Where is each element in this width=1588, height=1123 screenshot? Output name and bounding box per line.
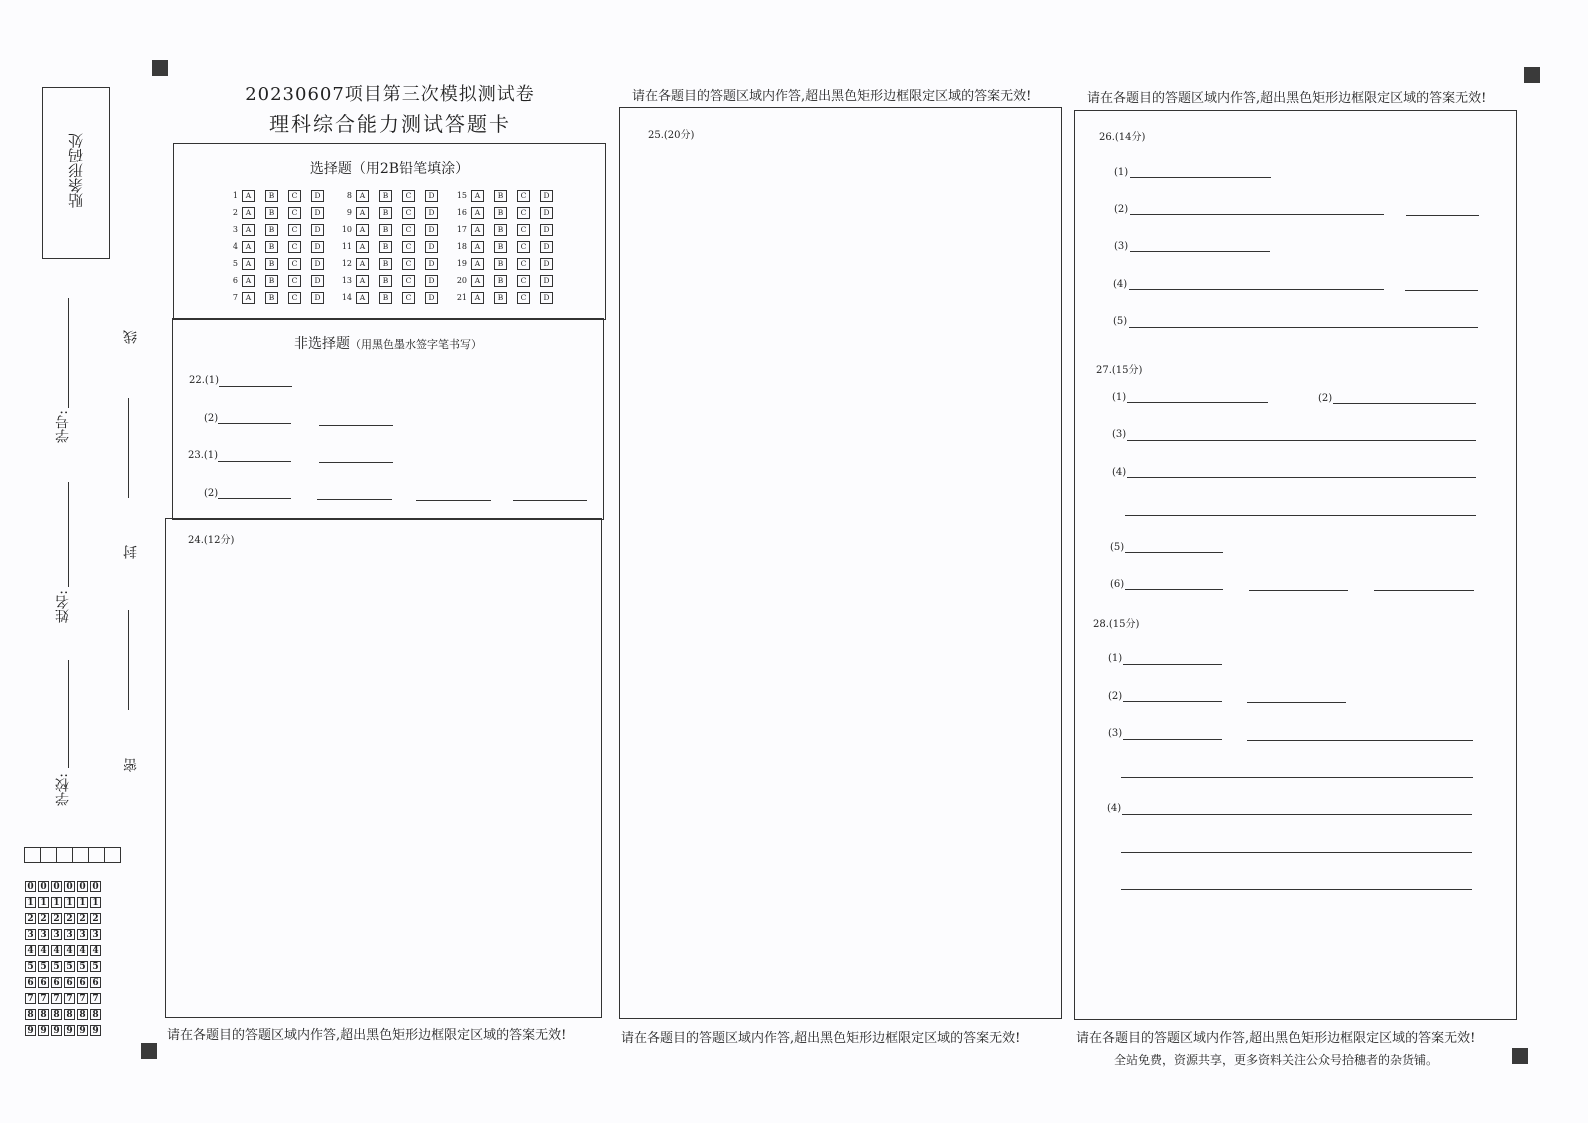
q23-2-answer-line-b[interactable]: [317, 499, 392, 500]
q28-2-answer-line-b[interactable]: [1247, 702, 1346, 703]
digit-bubble[interactable]: 1: [38, 897, 49, 908]
mcq-question-number: 16: [456, 208, 467, 217]
digit-bubble[interactable]: 1: [77, 897, 88, 908]
mcq-option-bubble[interactable]: C: [402, 224, 415, 236]
binding-feng: 封: [123, 545, 139, 559]
mcq-option-bubble[interactable]: A: [356, 292, 369, 304]
column1-bottom-warning: 请在各题目的答题区域内作答,超出黑色矩形边框限定区域的答案无效!: [167, 1028, 567, 1043]
digit-bubble[interactable]: 6: [90, 977, 101, 988]
mcq-question-number: 11: [341, 242, 352, 251]
digit-bubble[interactable]: 0: [38, 881, 49, 892]
mcq-option-bubble[interactable]: D: [540, 224, 553, 236]
mcq-option-bubble[interactable]: D: [311, 292, 324, 304]
digit-bubble[interactable]: 4: [38, 945, 49, 956]
digit-bubble[interactable]: 7: [77, 993, 88, 1004]
mcq-option-bubble[interactable]: A: [471, 292, 484, 304]
digit-bubble[interactable]: 2: [64, 913, 75, 924]
column2-bottom-warning: 请在各题目的答题区域内作答,超出黑色矩形边框限定区域的答案无效!: [621, 1031, 1021, 1046]
mcq-option-bubble[interactable]: C: [517, 224, 530, 236]
q26-4-answer-line-a[interactable]: [1129, 289, 1384, 290]
mcq-question-8: [338, 189, 448, 203]
student-id-label: 学号:: [55, 410, 71, 443]
digit-row: [25, 906, 103, 922]
exam-number-digit-grid[interactable]: [25, 874, 103, 1034]
mcq-question-number: 3: [232, 225, 238, 234]
mcq-option-bubble[interactable]: D: [425, 241, 438, 253]
digit-bubble[interactable]: 8: [51, 1009, 62, 1020]
digit-bubble[interactable]: 1: [25, 897, 36, 908]
digit-bubble[interactable]: 7: [64, 993, 75, 1004]
digit-bubble[interactable]: 7: [90, 993, 101, 1004]
digit-bubble[interactable]: 7: [51, 993, 62, 1004]
digit-row: [25, 890, 103, 906]
digit-row: [25, 1018, 103, 1034]
mcq-question-20: [453, 274, 563, 288]
digit-bubble[interactable]: 6: [51, 977, 62, 988]
mcq-option-bubble[interactable]: C: [517, 258, 530, 270]
digit-bubble[interactable]: 4: [51, 945, 62, 956]
mcq-question-4: [224, 240, 334, 254]
q26-1-label: (1): [1114, 167, 1129, 178]
q26-5-label: (5): [1113, 316, 1128, 327]
digit-bubble[interactable]: 5: [64, 961, 75, 972]
q28-4-answer-line-c[interactable]: [1121, 889, 1472, 890]
mcq-title: 选择题（用2B铅笔填涂）: [309, 161, 470, 177]
mcq-option-bubble[interactable]: C: [402, 258, 415, 270]
q26-4-label: (4): [1113, 279, 1128, 290]
mcq-option-bubble[interactable]: D: [540, 190, 553, 202]
digit-bubble[interactable]: 5: [38, 961, 49, 972]
alignment-marker-bottom-left: [141, 1043, 157, 1059]
mcq-question-13: [338, 274, 448, 288]
mcq-option-bubble[interactable]: B: [265, 207, 278, 219]
mcq-option-bubble[interactable]: B: [265, 224, 278, 236]
mcq-option-bubble[interactable]: B: [265, 241, 278, 253]
mcq-option-bubble[interactable]: A: [471, 224, 484, 236]
q23-1-answer-line[interactable]: [218, 461, 291, 462]
digit-row: [25, 954, 103, 970]
q23-2-answer-line-c[interactable]: [416, 500, 491, 501]
digit-bubble[interactable]: 1: [90, 897, 101, 908]
alignment-marker-bottom-right: [1512, 1048, 1528, 1064]
q28-3-label: (3): [1108, 728, 1123, 739]
mcq-option-bubble[interactable]: A: [356, 190, 369, 202]
digit-bubble[interactable]: 3: [51, 929, 62, 940]
mcq-option-bubble[interactable]: A: [471, 190, 484, 202]
q26-1-answer-line[interactable]: [1130, 177, 1271, 178]
mcq-option-bubble[interactable]: A: [471, 258, 484, 270]
q26-4-answer-line-b[interactable]: [1405, 290, 1478, 291]
digit-bubble[interactable]: 8: [25, 1009, 36, 1020]
mcq-option-bubble[interactable]: C: [288, 292, 301, 304]
mcq-option-bubble[interactable]: B: [265, 190, 278, 202]
binding-xian: 线: [123, 330, 139, 344]
q26-2-answer-line-b[interactable]: [1406, 215, 1479, 216]
mcq-option-bubble[interactable]: B: [494, 275, 507, 287]
mcq-option-bubble[interactable]: D: [311, 190, 324, 202]
mcq-option-bubble[interactable]: D: [540, 275, 553, 287]
mcq-option-bubble[interactable]: A: [356, 275, 369, 287]
q26-28-answer-box: [1074, 110, 1517, 1020]
digit-bubble[interactable]: 6: [25, 977, 36, 988]
mcq-option-bubble[interactable]: A: [356, 224, 369, 236]
mcq-question-number: 2: [232, 208, 238, 217]
digit-bubble[interactable]: 8: [38, 1009, 49, 1020]
mcq-question-number: 8: [346, 191, 352, 200]
mcq-question-number: 19: [456, 259, 467, 268]
mcq-option-bubble[interactable]: D: [311, 207, 324, 219]
q28-4-answer-line-a[interactable]: [1122, 814, 1472, 815]
mcq-option-bubble[interactable]: B: [379, 207, 392, 219]
digit-row: [25, 1002, 103, 1018]
digit-bubble[interactable]: 4: [77, 945, 88, 956]
mcq-question-number: 13: [341, 276, 352, 285]
school-label: 学校:: [55, 773, 71, 806]
mcq-option-bubble[interactable]: C: [517, 241, 530, 253]
school-field[interactable]: [68, 660, 69, 768]
q27-5-answer-line[interactable]: [1125, 552, 1223, 553]
mcq-option-bubble[interactable]: A: [356, 258, 369, 270]
mcq-option-bubble[interactable]: B: [265, 275, 278, 287]
digit-bubble[interactable]: 5: [25, 961, 36, 972]
digit-bubble[interactable]: 3: [77, 929, 88, 940]
non-mcq-heading: [173, 333, 603, 353]
digit-bubble[interactable]: 7: [25, 993, 36, 1004]
q25-answer-box[interactable]: [619, 107, 1062, 1019]
q26-2-answer-line-a[interactable]: [1130, 214, 1384, 215]
mcq-question-number: 6: [232, 276, 238, 285]
mcq-option-bubble[interactable]: B: [379, 241, 392, 253]
alignment-marker-top-left: [152, 60, 168, 76]
q27-3-label: (3): [1112, 429, 1127, 440]
mcq-option-bubble[interactable]: A: [242, 241, 255, 253]
q23-2-label: (2): [204, 488, 219, 499]
digit-bubble[interactable]: 2: [90, 913, 101, 924]
digit-row: [25, 938, 103, 954]
digit-bubble[interactable]: 6: [64, 977, 75, 988]
digit-bubble[interactable]: 2: [25, 913, 36, 924]
q28-3-answer-line-b[interactable]: [1247, 740, 1473, 741]
mcq-question-number: 18: [456, 242, 467, 251]
q22-2-answer-line[interactable]: [218, 423, 291, 424]
q27-2-label: (2): [1318, 393, 1333, 404]
mcq-option-bubble[interactable]: D: [311, 258, 324, 270]
mcq-question-number: 10: [341, 225, 352, 234]
mcq-question-14: [338, 291, 448, 305]
binding-line-segment: [128, 398, 129, 498]
digit-bubble[interactable]: 0: [77, 881, 88, 892]
footer-note: 全站免费，资源共享，更多资料关注公众号拾穗者的杂货铺。: [1114, 1053, 1439, 1067]
mcq-option-bubble[interactable]: A: [242, 224, 255, 236]
q27-4-answer-line-b[interactable]: [1125, 515, 1476, 516]
mcq-question-16: [453, 206, 563, 220]
mcq-question-5: [224, 257, 334, 271]
digit-bubble[interactable]: 3: [64, 929, 75, 940]
digit-row: [25, 874, 103, 890]
mcq-option-bubble[interactable]: C: [402, 207, 415, 219]
q26-3-answer-line[interactable]: [1130, 251, 1270, 252]
mcq-option-bubble[interactable]: A: [356, 207, 369, 219]
mcq-question-1: [224, 189, 334, 203]
exam-subtitle: 理科综合能力测试答题卡: [269, 112, 511, 136]
q27-6-answer-line-c[interactable]: [1374, 590, 1474, 591]
mcq-option-bubble[interactable]: C: [517, 207, 530, 219]
mcq-option-bubble[interactable]: B: [379, 292, 392, 304]
non-mcq-section: [172, 318, 604, 520]
mcq-option-bubble[interactable]: B: [494, 190, 507, 202]
digit-bubble[interactable]: 8: [90, 1009, 101, 1020]
q23-2-answer-line-d[interactable]: [513, 500, 587, 501]
mcq-question-number: 7: [232, 293, 238, 302]
mcq-option-bubble[interactable]: B: [379, 258, 392, 270]
mcq-question-11: [338, 240, 448, 254]
digit-bubble[interactable]: 4: [90, 945, 101, 956]
digit-bubble[interactable]: 4: [25, 945, 36, 956]
mcq-option-bubble[interactable]: C: [288, 241, 301, 253]
student-id-field[interactable]: [68, 298, 69, 408]
q27-2-answer-line[interactable]: [1333, 403, 1476, 404]
binding-line-segment: [128, 610, 129, 710]
digit-bubble[interactable]: 8: [64, 1009, 75, 1020]
mcq-option-bubble[interactable]: B: [494, 258, 507, 270]
column3-bottom-warning: 请在各题目的答题区域内作答,超出黑色矩形边框限定区域的答案无效!: [1076, 1031, 1476, 1046]
digit-row: [25, 970, 103, 986]
q23-2-answer-line-a[interactable]: [218, 498, 291, 499]
column3-top-warning: 请在各题目的答题区域内作答,超出黑色矩形边框限定区域的答案无效!: [1087, 91, 1487, 106]
q28-1-answer-line[interactable]: [1123, 664, 1222, 665]
mcq-option-bubble[interactable]: C: [288, 258, 301, 270]
mcq-question-9: [338, 206, 448, 220]
mcq-question-17: [453, 223, 563, 237]
digit-bubble[interactable]: 2: [38, 913, 49, 924]
mcq-option-bubble[interactable]: C: [288, 190, 301, 202]
mcq-question-15: [453, 189, 563, 203]
mcq-option-bubble[interactable]: D: [540, 207, 553, 219]
digit-bubble[interactable]: 9: [51, 1025, 62, 1036]
mcq-option-bubble[interactable]: D: [311, 275, 324, 287]
mcq-option-bubble[interactable]: A: [242, 258, 255, 270]
digit-bubble[interactable]: 9: [25, 1025, 36, 1036]
mcq-option-bubble[interactable]: A: [242, 207, 255, 219]
q27-4-label: (4): [1112, 467, 1127, 478]
q26-label: 26.(14分): [1099, 132, 1146, 143]
barcode-area: [42, 87, 110, 259]
digit-bubble[interactable]: 1: [51, 897, 62, 908]
mcq-option-bubble[interactable]: D: [540, 258, 553, 270]
mcq-question-number: 21: [456, 293, 467, 302]
digit-bubble[interactable]: 5: [51, 961, 62, 972]
mcq-option-bubble[interactable]: D: [425, 292, 438, 304]
mcq-option-bubble[interactable]: A: [471, 275, 484, 287]
mcq-option-bubble[interactable]: A: [471, 241, 484, 253]
mcq-option-bubble[interactable]: C: [517, 292, 530, 304]
mcq-option-bubble[interactable]: D: [425, 224, 438, 236]
digit-bubble[interactable]: 0: [64, 881, 75, 892]
q27-6-answer-line-a[interactable]: [1125, 589, 1223, 590]
q28-3-answer-line-a[interactable]: [1123, 739, 1222, 740]
barcode-label: 贴条形码处: [67, 133, 85, 208]
q28-3-answer-line-c[interactable]: [1121, 777, 1473, 778]
q27-1-label: (1): [1112, 392, 1127, 403]
alignment-marker-top-right: [1524, 67, 1540, 83]
mcq-option-bubble[interactable]: B: [379, 190, 392, 202]
q27-6-label: (6): [1110, 579, 1125, 590]
digit-bubble[interactable]: 9: [77, 1025, 88, 1036]
mcq-option-bubble[interactable]: D: [540, 241, 553, 253]
q27-label: 27.(15分): [1096, 365, 1143, 376]
mcq-question-number: 4: [232, 242, 238, 251]
mcq-question-number: 12: [341, 259, 352, 268]
mcq-question-18: [453, 240, 563, 254]
mcq-question-number: 1: [232, 191, 238, 200]
q22-1-answer-line[interactable]: [219, 386, 292, 387]
q27-6-answer-line-b[interactable]: [1249, 590, 1348, 591]
digit-bubble[interactable]: 8: [77, 1009, 88, 1020]
q28-2-answer-line-a[interactable]: [1123, 701, 1222, 702]
mcq-section: [173, 143, 606, 320]
mcq-option-bubble[interactable]: A: [356, 241, 369, 253]
mcq-option-bubble[interactable]: C: [288, 207, 301, 219]
mcq-question-12: [338, 257, 448, 271]
digit-bubble[interactable]: 2: [51, 913, 62, 924]
q25-label: 25.(20分): [648, 130, 695, 141]
q22-2-answer-line-b[interactable]: [319, 425, 393, 426]
q28-label: 28.(15分): [1093, 619, 1140, 630]
mcq-question-2: [224, 206, 334, 220]
mcq-option-bubble[interactable]: C: [288, 224, 301, 236]
mcq-option-bubble[interactable]: D: [311, 224, 324, 236]
q22-1-label: 22.(1): [189, 375, 220, 386]
q28-4-label: (4): [1107, 803, 1122, 814]
mcq-option-bubble[interactable]: C: [402, 292, 415, 304]
q26-5-answer-line[interactable]: [1129, 327, 1478, 328]
digit-bubble[interactable]: 3: [25, 929, 36, 940]
mcq-option-bubble[interactable]: A: [242, 190, 255, 202]
q26-3-label: (3): [1114, 241, 1129, 252]
q26-2-label: (2): [1114, 204, 1129, 215]
mcq-option-bubble[interactable]: B: [265, 292, 278, 304]
q23-1-answer-line-b[interactable]: [319, 462, 393, 463]
mcq-question-number: 15: [456, 191, 467, 200]
digit-bubble[interactable]: 6: [38, 977, 49, 988]
non-mcq-subtitle: （用黑色墨水签字笔书写）: [350, 338, 482, 351]
exam-title: 20230607项目第三次模拟测试卷: [245, 84, 535, 105]
mcq-question-number: 5: [232, 259, 238, 268]
digit-row: [25, 986, 103, 1002]
q27-5-label: (5): [1110, 542, 1125, 553]
digit-bubble[interactable]: 5: [90, 961, 101, 972]
mcq-question-21: [453, 291, 563, 305]
mcq-option-bubble[interactable]: A: [242, 292, 255, 304]
mcq-question-number: 17: [456, 225, 467, 234]
digit-bubble[interactable]: 9: [64, 1025, 75, 1036]
mcq-option-bubble[interactable]: C: [288, 275, 301, 287]
digit-row: [25, 922, 103, 938]
mcq-option-bubble[interactable]: C: [402, 190, 415, 202]
name-label: 姓名:: [55, 590, 71, 623]
q22-2-label: (2): [204, 413, 219, 424]
digit-bubble[interactable]: 9: [38, 1025, 49, 1036]
mcq-option-bubble[interactable]: C: [517, 190, 530, 202]
mcq-option-bubble[interactable]: C: [517, 275, 530, 287]
digit-bubble[interactable]: 5: [77, 961, 88, 972]
digit-bubble[interactable]: 1: [64, 897, 75, 908]
q28-1-label: (1): [1108, 653, 1123, 664]
mcq-question-number: 20: [456, 276, 467, 285]
digit-bubble[interactable]: 3: [38, 929, 49, 940]
digit-bubble[interactable]: 7: [38, 993, 49, 1004]
mcq-option-bubble[interactable]: B: [379, 224, 392, 236]
mcq-option-bubble[interactable]: D: [425, 190, 438, 202]
mcq-option-bubble[interactable]: D: [425, 275, 438, 287]
q23-1-label: 23.(1): [188, 450, 219, 461]
q27-3-answer-line[interactable]: [1127, 440, 1476, 441]
mcq-option-bubble[interactable]: B: [379, 275, 392, 287]
q27-4-answer-line-a[interactable]: [1127, 477, 1476, 478]
mcq-question-10: [338, 223, 448, 237]
mcq-option-bubble[interactable]: A: [242, 275, 255, 287]
mcq-question-19: [453, 257, 563, 271]
q24-label: 24.(12分): [188, 535, 235, 546]
digit-bubble[interactable]: 2: [77, 913, 88, 924]
mcq-option-bubble[interactable]: B: [494, 241, 507, 253]
digit-bubble[interactable]: 0: [90, 881, 101, 892]
mcq-option-bubble[interactable]: D: [425, 258, 438, 270]
q28-2-label: (2): [1108, 691, 1123, 702]
non-mcq-title: 非选择题: [294, 336, 350, 352]
mcq-question-number: 9: [346, 208, 352, 217]
mcq-option-bubble[interactable]: D: [425, 207, 438, 219]
digit-bubble[interactable]: 4: [64, 945, 75, 956]
digit-bubble[interactable]: 6: [77, 977, 88, 988]
mcq-option-bubble[interactable]: A: [471, 207, 484, 219]
mcq-option-bubble[interactable]: B: [265, 258, 278, 270]
mcq-option-bubble[interactable]: B: [494, 292, 507, 304]
q24-answer-box[interactable]: [165, 518, 602, 1018]
digit-bubble[interactable]: 0: [51, 881, 62, 892]
mcq-question-6: [224, 274, 334, 288]
name-field[interactable]: [68, 482, 69, 587]
mcq-question-number: 14: [341, 293, 352, 302]
mcq-question-7: [224, 291, 334, 305]
q28-4-answer-line-b[interactable]: [1121, 852, 1472, 853]
binding-mi: 密: [123, 758, 139, 772]
q27-1-answer-line[interactable]: [1127, 402, 1268, 403]
digit-bubble[interactable]: 9: [90, 1025, 101, 1036]
mcq-option-bubble[interactable]: C: [402, 275, 415, 287]
mcq-option-bubble[interactable]: D: [540, 292, 553, 304]
digit-bubble[interactable]: 0: [25, 881, 36, 892]
mcq-option-bubble[interactable]: B: [494, 207, 507, 219]
mcq-question-3: [224, 223, 334, 237]
mcq-option-bubble[interactable]: C: [402, 241, 415, 253]
exam-number-boxes[interactable]: [24, 847, 121, 863]
digit-bubble[interactable]: 3: [90, 929, 101, 940]
mcq-option-bubble[interactable]: D: [311, 241, 324, 253]
column2-top-warning: 请在各题目的答题区域内作答,超出黑色矩形边框限定区域的答案无效!: [632, 89, 1032, 104]
mcq-option-bubble[interactable]: B: [494, 224, 507, 236]
